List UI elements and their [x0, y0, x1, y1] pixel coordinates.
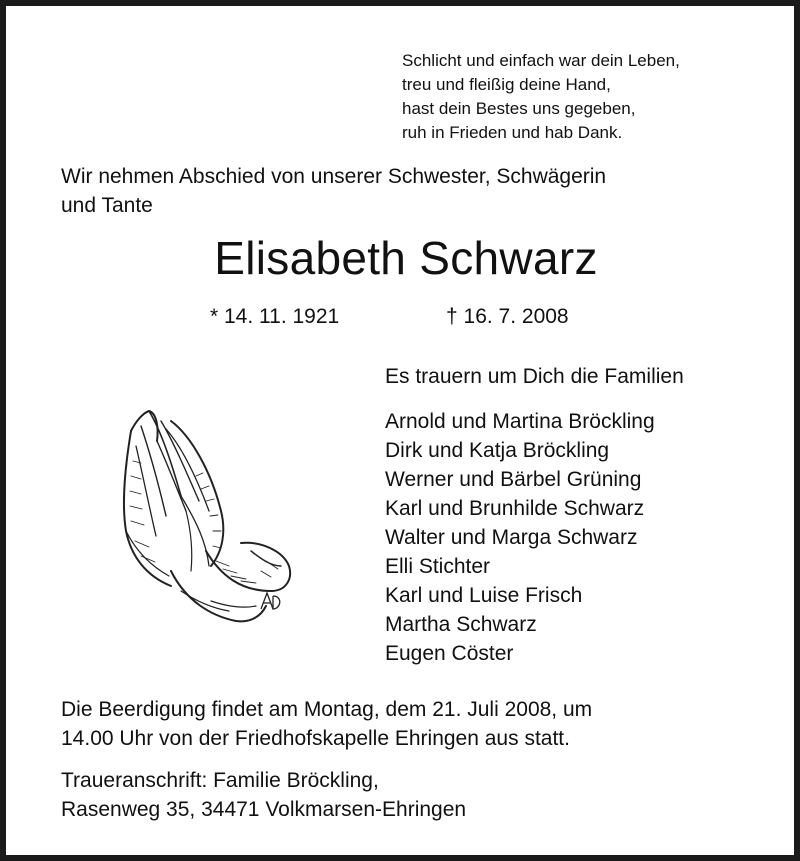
mourner-family: Karl und Brunhilde Schwarz — [385, 497, 645, 520]
mourner-family: Karl und Luise Frisch — [385, 584, 583, 607]
mourner-family: Martha Schwarz — [385, 613, 537, 636]
poem-line: ruh in Frieden und hab Dank. — [402, 123, 623, 142]
mourners-heading: Es trauern um Dich die Familien — [385, 365, 684, 388]
monogram-mark — [261, 593, 280, 609]
poem-line: treu und fleißig deine Hand, — [402, 75, 611, 94]
mourner-family: Arnold und Martina Bröckling — [385, 410, 655, 433]
funeral-info — [61, 695, 781, 753]
death-date: † 16. 7. 2008 — [446, 305, 569, 328]
birth-date: * 14. 11. 1921 — [210, 305, 340, 328]
poem-line: hast dein Bestes uns gegeben, — [402, 99, 636, 118]
mourner-family: Eugen Cöster — [385, 642, 514, 665]
mourner-family: Dirk und Katja Bröckling — [385, 439, 610, 462]
address-line: Rasenweg 35, 34471 Volkmarsen-Ehringen — [61, 798, 467, 821]
intro-line: Wir nehmen Abschied von unserer Schwester, Schwägerin — [61, 165, 607, 188]
mourner-family: Walter und Marga Schwarz — [385, 526, 638, 549]
memorial-poem — [402, 49, 680, 145]
intro-line: und Tante — [61, 194, 153, 217]
poem-line: Schlicht und einfach war dein Leben, — [402, 51, 680, 70]
mourning-address — [61, 766, 661, 824]
mourner-family: Werner und Bärbel Grüning — [385, 468, 642, 491]
praying-hands-icon — [111, 401, 296, 636]
funeral-line: 14.00 Uhr von der Friedhofskapelle Ehringen aus statt. — [61, 727, 570, 750]
mourners-list — [385, 407, 655, 668]
deceased-name: Elisabeth Schwarz — [214, 232, 598, 284]
mourner-family: Elli Stichter — [385, 555, 491, 578]
address-line: Traueranschrift: Familie Bröckling, — [61, 769, 379, 792]
farewell-intro — [61, 162, 761, 220]
funeral-line: Die Beerdigung findet am Montag, dem 21. Juli 2008, um — [61, 698, 593, 721]
